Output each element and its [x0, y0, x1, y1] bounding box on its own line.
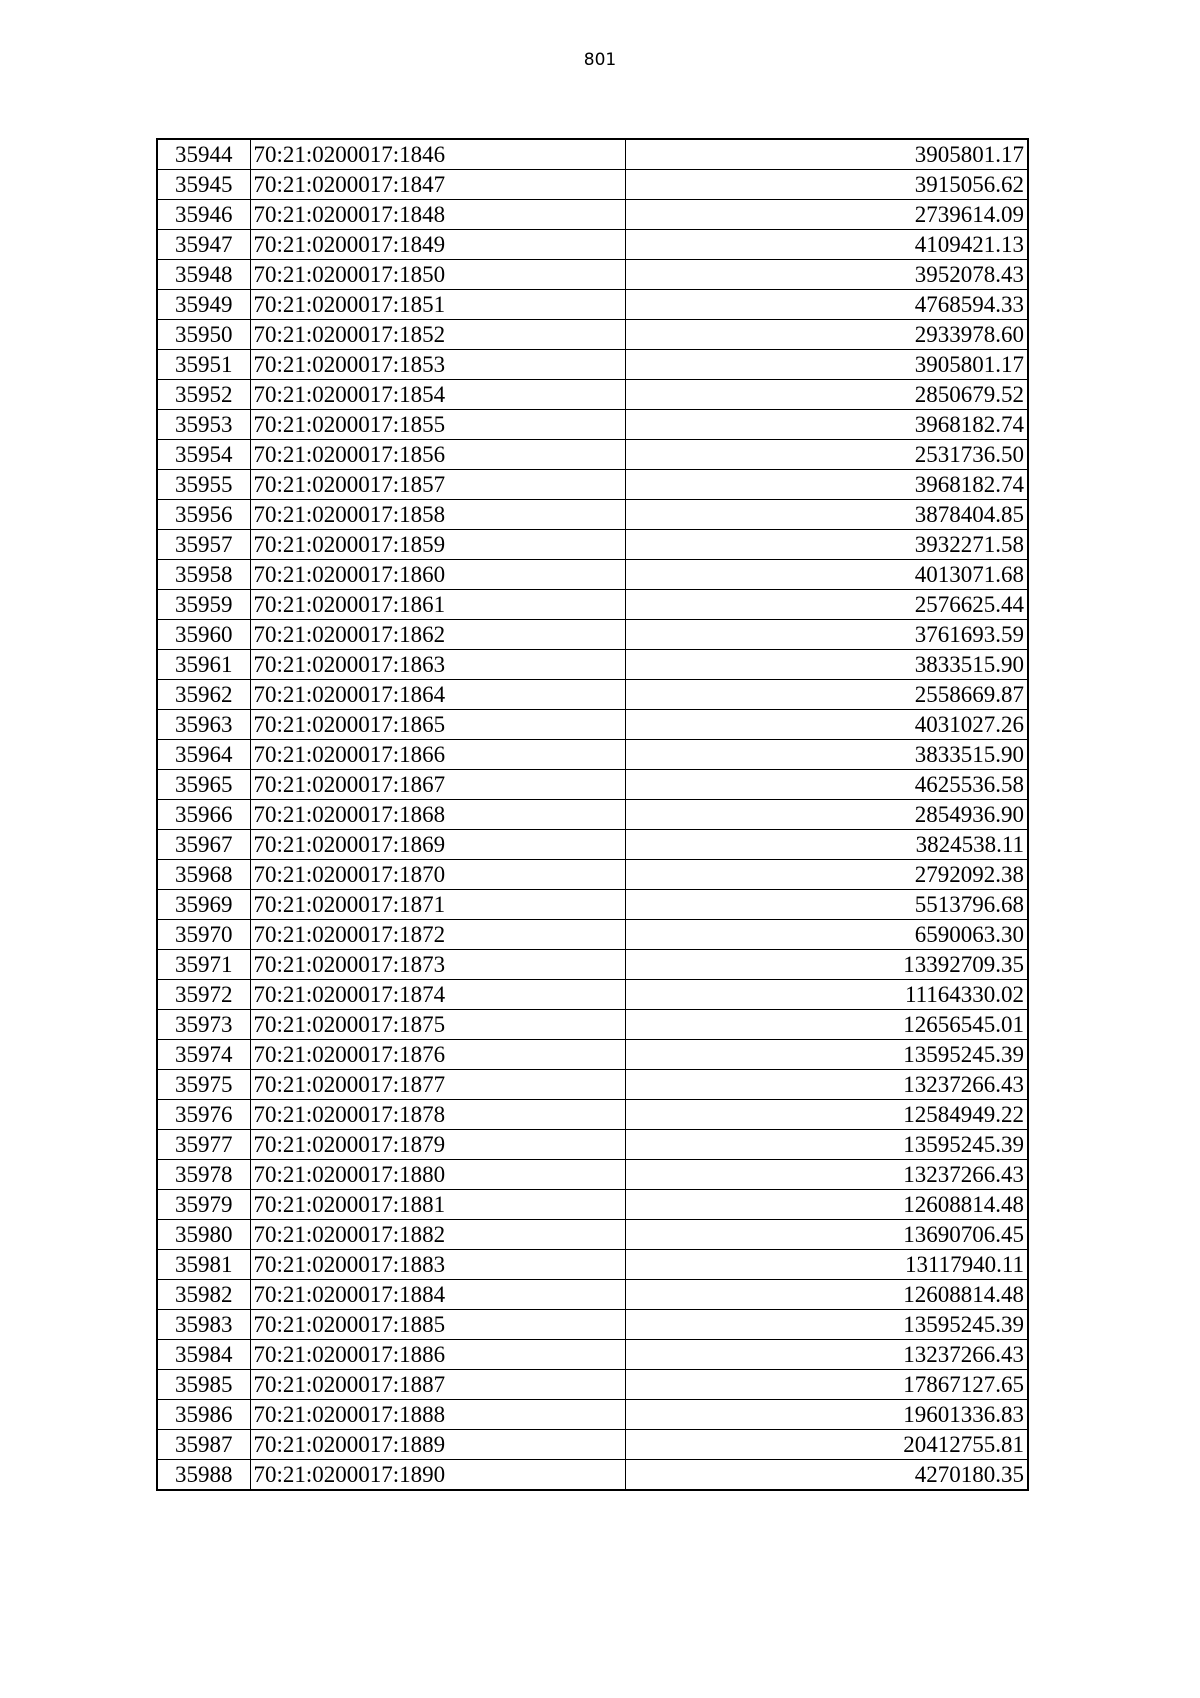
table-row: [157, 1160, 1028, 1190]
row-number-cell: 35986: [157, 1400, 250, 1430]
cadastral-number-cell: 70:21:0200017:1862: [250, 620, 625, 650]
cadastral-value-cell: 2792092.38: [625, 860, 1028, 890]
cadastral-number-cell: 70:21:0200017:1873: [250, 950, 625, 980]
table-row: [157, 410, 1028, 440]
cadastral-number-cell: 70:21:0200017:1870: [250, 860, 625, 890]
row-number-cell: 35979: [157, 1190, 250, 1220]
table-row: [157, 1190, 1028, 1220]
row-number-cell: 35949: [157, 290, 250, 320]
table-row: [157, 1250, 1028, 1280]
row-number-cell: 35970: [157, 920, 250, 950]
row-number-cell: 35956: [157, 500, 250, 530]
cadastral-number-cell: 70:21:0200017:1890: [250, 1460, 625, 1491]
row-number-cell: 35951: [157, 350, 250, 380]
cadastral-number-cell: 70:21:0200017:1864: [250, 680, 625, 710]
cadastral-value-cell: 2531736.50: [625, 440, 1028, 470]
row-number-cell: 35984: [157, 1340, 250, 1370]
cadastral-value-cell: 13237266.43: [625, 1160, 1028, 1190]
row-number-cell: 35983: [157, 1310, 250, 1340]
cadastral-value-cell: 11164330.02: [625, 980, 1028, 1010]
cadastral-number-cell: 70:21:0200017:1877: [250, 1070, 625, 1100]
row-number-cell: 35952: [157, 380, 250, 410]
row-number-cell: 35987: [157, 1430, 250, 1460]
table-row: [157, 1040, 1028, 1070]
cadastral-value-cell: 3905801.17: [625, 139, 1028, 170]
table-row: [157, 470, 1028, 500]
cadastral-value-cell: 13595245.39: [625, 1310, 1028, 1340]
table-row: [157, 950, 1028, 980]
table-row: [157, 1220, 1028, 1250]
table-row: [157, 830, 1028, 860]
table-row: [157, 980, 1028, 1010]
cadastral-value-cell: 3761693.59: [625, 620, 1028, 650]
cadastral-number-cell: 70:21:0200017:1867: [250, 770, 625, 800]
table-row: [157, 860, 1028, 890]
cadastral-number-cell: 70:21:0200017:1852: [250, 320, 625, 350]
cadastral-value-cell: 13595245.39: [625, 1040, 1028, 1070]
row-number-cell: 35988: [157, 1460, 250, 1491]
table-row: [157, 590, 1028, 620]
row-number-cell: 35980: [157, 1220, 250, 1250]
table-row: [157, 1010, 1028, 1040]
row-number-cell: 35982: [157, 1280, 250, 1310]
cadastral-number-cell: 70:21:0200017:1868: [250, 800, 625, 830]
table-row: [157, 1130, 1028, 1160]
row-number-cell: 35972: [157, 980, 250, 1010]
cadastral-value-cell: 13237266.43: [625, 1070, 1028, 1100]
cadastral-value-cell: 12584949.22: [625, 1100, 1028, 1130]
cadastral-number-cell: 70:21:0200017:1876: [250, 1040, 625, 1070]
cadastral-number-cell: 70:21:0200017:1881: [250, 1190, 625, 1220]
cadastral-value-cell: 2576625.44: [625, 590, 1028, 620]
cadastral-number-cell: 70:21:0200017:1884: [250, 1280, 625, 1310]
cadastral-value-cell: 17867127.65: [625, 1370, 1028, 1400]
cadastral-value-cell: 4270180.35: [625, 1460, 1028, 1491]
cadastral-number-cell: 70:21:0200017:1875: [250, 1010, 625, 1040]
table-row: [157, 260, 1028, 290]
cadastral-value-cell: 2933978.60: [625, 320, 1028, 350]
cadastral-value-cell: 2854936.90: [625, 800, 1028, 830]
cadastral-number-cell: 70:21:0200017:1857: [250, 470, 625, 500]
table-row: [157, 530, 1028, 560]
row-number-cell: 35960: [157, 620, 250, 650]
table-row: [157, 1400, 1028, 1430]
cadastral-value-cell: 12608814.48: [625, 1280, 1028, 1310]
cadastral-value-cell: 13237266.43: [625, 1340, 1028, 1370]
cadastral-value-cell: 20412755.81: [625, 1430, 1028, 1460]
cadastral-value-cell: 2739614.09: [625, 200, 1028, 230]
table-row: [157, 200, 1028, 230]
cadastral-value-cell: 13117940.11: [625, 1250, 1028, 1280]
row-number-cell: 35981: [157, 1250, 250, 1280]
cadastral-number-cell: 70:21:0200017:1850: [250, 260, 625, 290]
cadastral-value-cell: 3968182.74: [625, 470, 1028, 500]
row-number-cell: 35985: [157, 1370, 250, 1400]
row-number-cell: 35967: [157, 830, 250, 860]
cadastral-value-cell: 3824538.11: [625, 830, 1028, 860]
table-row: [157, 1070, 1028, 1100]
table-row: [157, 500, 1028, 530]
cadastral-number-cell: 70:21:0200017:1859: [250, 530, 625, 560]
cadastral-value-cell: 3905801.17: [625, 350, 1028, 380]
table-row: [157, 380, 1028, 410]
cadastral-number-cell: 70:21:0200017:1886: [250, 1340, 625, 1370]
row-number-cell: 35975: [157, 1070, 250, 1100]
row-number-cell: 35963: [157, 710, 250, 740]
cadastral-value-cell: 12656545.01: [625, 1010, 1028, 1040]
cadastral-number-cell: 70:21:0200017:1856: [250, 440, 625, 470]
cadastral-number-cell: 70:21:0200017:1882: [250, 1220, 625, 1250]
cadastral-value-cell: 4768594.33: [625, 290, 1028, 320]
row-number-cell: 35966: [157, 800, 250, 830]
table-row: [157, 1370, 1028, 1400]
table-row: [157, 170, 1028, 200]
cadastral-number-cell: 70:21:0200017:1849: [250, 230, 625, 260]
cadastral-value-cell: 13392709.35: [625, 950, 1028, 980]
table-row: [157, 800, 1028, 830]
cadastral-number-cell: 70:21:0200017:1855: [250, 410, 625, 440]
row-number-cell: 35965: [157, 770, 250, 800]
cadastral-number-cell: 70:21:0200017:1871: [250, 890, 625, 920]
cadastral-value-cell: 4031027.26: [625, 710, 1028, 740]
cadastral-number-cell: 70:21:0200017:1848: [250, 200, 625, 230]
table-row: [157, 290, 1028, 320]
cadastral-value-cell: 3833515.90: [625, 650, 1028, 680]
row-number-cell: 35961: [157, 650, 250, 680]
table-row: [157, 1460, 1028, 1491]
cadastral-number-cell: 70:21:0200017:1869: [250, 830, 625, 860]
cadastral-number-cell: 70:21:0200017:1858: [250, 500, 625, 530]
row-number-cell: 35950: [157, 320, 250, 350]
table-row: [157, 650, 1028, 680]
row-number-cell: 35964: [157, 740, 250, 770]
cadastral-number-cell: 70:21:0200017:1861: [250, 590, 625, 620]
cadastral-value-cell: 13595245.39: [625, 1130, 1028, 1160]
row-number-cell: 35947: [157, 230, 250, 260]
cadastral-value-cell: 13690706.45: [625, 1220, 1028, 1250]
cadastral-value-cell: 6590063.30: [625, 920, 1028, 950]
table-row: [157, 770, 1028, 800]
table-row: [157, 710, 1028, 740]
cadastral-number-cell: 70:21:0200017:1872: [250, 920, 625, 950]
cadastral-number-cell: 70:21:0200017:1853: [250, 350, 625, 380]
cadastral-number-cell: 70:21:0200017:1889: [250, 1430, 625, 1460]
row-number-cell: 35945: [157, 170, 250, 200]
cadastral-number-cell: 70:21:0200017:1860: [250, 560, 625, 590]
cadastral-value-cell: 12608814.48: [625, 1190, 1028, 1220]
cadastral-value-cell: 4013071.68: [625, 560, 1028, 590]
cadastral-value-cell: 19601336.83: [625, 1400, 1028, 1430]
row-number-cell: 35968: [157, 860, 250, 890]
row-number-cell: 35976: [157, 1100, 250, 1130]
cadastral-number-cell: 70:21:0200017:1866: [250, 740, 625, 770]
cadastral-value-cell: 2558669.87: [625, 680, 1028, 710]
table-row: [157, 139, 1028, 170]
row-number-cell: 35953: [157, 410, 250, 440]
cadastral-number-cell: 70:21:0200017:1854: [250, 380, 625, 410]
cadastral-value-cell: 3932271.58: [625, 530, 1028, 560]
row-number-cell: 35973: [157, 1010, 250, 1040]
row-number-cell: 35969: [157, 890, 250, 920]
table-row: [157, 1310, 1028, 1340]
table-row: [157, 440, 1028, 470]
cadastral-value-cell: 3968182.74: [625, 410, 1028, 440]
page-number: 801: [583, 50, 617, 70]
row-number-cell: 35954: [157, 440, 250, 470]
table-row: [157, 620, 1028, 650]
table-row: [157, 680, 1028, 710]
cadastral-value-cell: 4109421.13: [625, 230, 1028, 260]
cadastral-number-cell: 70:21:0200017:1874: [250, 980, 625, 1010]
row-number-cell: 35962: [157, 680, 250, 710]
cadastral-value-cell: 3833515.90: [625, 740, 1028, 770]
cadastral-value-cell: 4625536.58: [625, 770, 1028, 800]
row-number-cell: 35974: [157, 1040, 250, 1070]
table-row: [157, 1430, 1028, 1460]
cadastral-number-cell: 70:21:0200017:1846: [250, 139, 625, 170]
cadastral-value-cell: 3952078.43: [625, 260, 1028, 290]
cadastral-value-cell: 3915056.62: [625, 170, 1028, 200]
cadastral-value-table: [156, 138, 1029, 1491]
row-number-cell: 35946: [157, 200, 250, 230]
row-number-cell: 35948: [157, 260, 250, 290]
cadastral-number-cell: 70:21:0200017:1851: [250, 290, 625, 320]
row-number-cell: 35978: [157, 1160, 250, 1190]
row-number-cell: 35959: [157, 590, 250, 620]
row-number-cell: 35957: [157, 530, 250, 560]
table-row: [157, 890, 1028, 920]
cadastral-number-cell: 70:21:0200017:1865: [250, 710, 625, 740]
cadastral-number-cell: 70:21:0200017:1887: [250, 1370, 625, 1400]
cadastral-number-cell: 70:21:0200017:1879: [250, 1130, 625, 1160]
table-row: [157, 560, 1028, 590]
row-number-cell: 35977: [157, 1130, 250, 1160]
cadastral-number-cell: 70:21:0200017:1888: [250, 1400, 625, 1430]
table-row: [157, 350, 1028, 380]
table-row: [157, 230, 1028, 260]
row-number-cell: 35958: [157, 560, 250, 590]
table-row: [157, 320, 1028, 350]
table-row: [157, 1280, 1028, 1310]
row-number-cell: 35971: [157, 950, 250, 980]
cadastral-number-cell: 70:21:0200017:1847: [250, 170, 625, 200]
row-number-cell: 35944: [157, 139, 250, 170]
cadastral-number-cell: 70:21:0200017:1878: [250, 1100, 625, 1130]
table-row: [157, 1340, 1028, 1370]
table-row: [157, 740, 1028, 770]
cadastral-number-cell: 70:21:0200017:1863: [250, 650, 625, 680]
table-row: [157, 920, 1028, 950]
cadastral-number-cell: 70:21:0200017:1883: [250, 1250, 625, 1280]
cadastral-value-cell: 3878404.85: [625, 500, 1028, 530]
cadastral-value-cell: 2850679.52: [625, 380, 1028, 410]
table-body: [157, 139, 1028, 1490]
table-row: [157, 1100, 1028, 1130]
cadastral-number-cell: 70:21:0200017:1880: [250, 1160, 625, 1190]
cadastral-number-cell: 70:21:0200017:1885: [250, 1310, 625, 1340]
row-number-cell: 35955: [157, 470, 250, 500]
cadastral-value-cell: 5513796.68: [625, 890, 1028, 920]
